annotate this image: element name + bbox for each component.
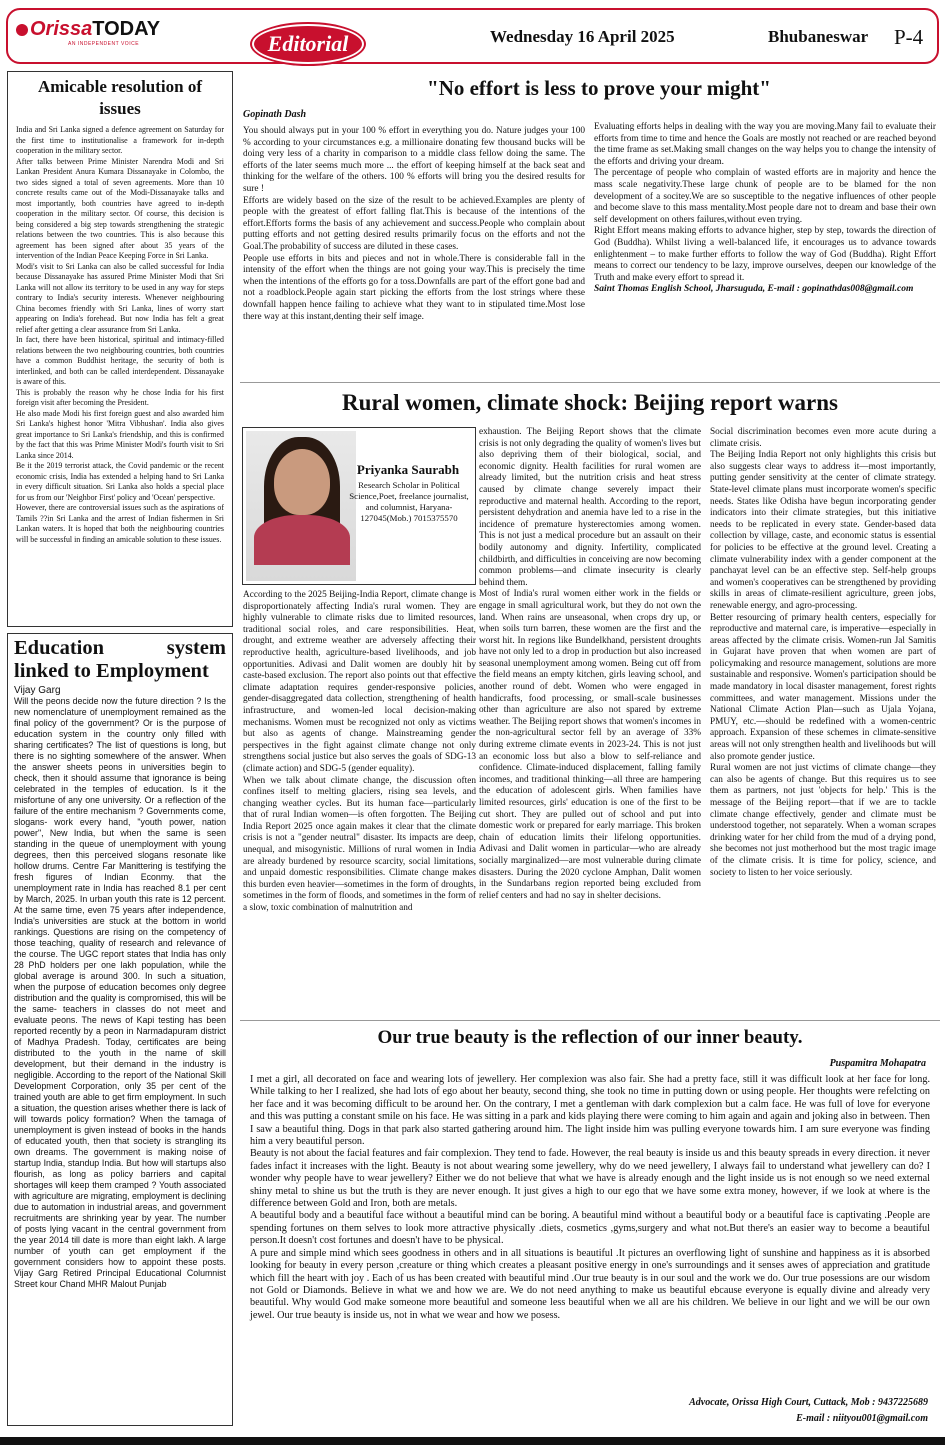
article-byline: Gopinath Dash	[243, 109, 307, 120]
article-title: Rural women, climate shock: Beijing report warns	[342, 390, 838, 415]
article-email: E-mail : niityou001@gmail.com	[796, 1413, 928, 1424]
article-title: Our true beauty is the reflection of our inner beauty.	[377, 1027, 803, 1048]
paragraph: Rural women are not just victims of climate change—they can also be agents of change. But this requires us to see them as partners, not just 'objects for help.' This is the message of the Beijing report—that if we are to tackle climate change effectively, gender and climate must be understood together, not separately. When a woman scrapes drinking water for her child from the mud of a drying pond, she becomes not just motherhood but the most tragic image of the climate crisis. It is time for policy, science, and society to listen to her voice seriously.	[710, 763, 936, 878]
divider	[240, 382, 940, 383]
paragraph: However, there are controversial issues such as the aspirations of Tamils ??in Sri Lanka and the arrest of Indian fishermen in Sri Lankan waters. It is hoped that both the neighbouring countries will be successful in finding an amicable solution to these issues.	[16, 503, 224, 544]
author-name: Priyanka Saurabh	[356, 462, 460, 477]
article-column	[243, 126, 585, 376]
author-photo-face	[274, 449, 330, 515]
article-body	[16, 125, 224, 545]
paragraph: Be it the 2019 terrorist attack, the Covid pandemic or the recent economic crisis, India has extended a helping hand to Sri Lanka in every difficult situation. Sri Lanka also holds a special place for us from our 'Neighbor First' policy and 'Ocean' perspective.	[16, 461, 224, 502]
paragraph: India and Sri Lanka signed a defence agreement on Saturday for the first time to institutionalise a framework for in-depth cooperation in the military sector.	[16, 125, 224, 155]
paragraph: A pure and simple mind which sees goodness in others and in all situations is beautiful .It pictures an overflowing light of sunshine and happiness as it is absorbed looking for beauty in every person ,creature or thing which creates a pleasant positive energy in one's surroundings and it senses awes of appreciation and gratitude which fill the heart with joy . Each of us has been created with beautiful mind .Our true beauty is in our soul and the work we do. Our true posessions are our wisdom not Gold or Diamonds. Believe in what we and how we are. We do not need anything to make us beautiful ebcause everyone is equally divine and already very beautiful. Why would God make someone more beautiful and someone less beautiful when we all are his children. We believe in our light and we will be our own jewel. Our true beauty is inside us, not in what we wear and how we posess.	[250, 1247, 930, 1321]
divider	[240, 1020, 940, 1021]
article-education-system	[7, 633, 233, 1426]
article-byline: Vijay Garg	[14, 685, 61, 696]
author-bio: Research Scholar in Political Science,Poet, freelance journalist, and columnist, Haryana-127045(Mob.) 7015375570	[349, 480, 469, 523]
article-title: "No effort is less to prove your might"	[427, 76, 771, 100]
article-column	[479, 427, 701, 1015]
paragraph: Most of India's rural women either work in the fields or engage in small agricultural work, but they do not own the land. When rains are unseasonal, when crops dry up, or when soils turn barren, these women are the first and the worst hit. In regions like Bundelkhand, persistent droughts have not only led to a drop in production but also increased seasonal unemployment among women. Being cut off from the field means an empty kitchen, girls leaving school, and another round of debt. Women who were engaged in handicrafts, food processing, or small-scale businesses other than agriculture are also not spared by extreme weather. The Beijing report shows that women's incomes in the non-agricultural sector fell by an average of 33% during extreme climate events in 2023-24. This is not just an economic loss but also a blow to self-reliance and confidence. Climate-induced displacement, falling family incomes, and traditional thinking—all three are hampering the education of adolescent girls. When families have limited resources, girls' education is one of the first to be cut short. They are pulled out of school and put into domestic work or prepared for early marriage. This broken chain of education limits their lifelong opportunities. Adivasi and Dalit women in particular—who are already socially marginalized—are most vulnerable during climate disasters. During the 2020 cyclone Amphan, Dalit women in the Sundarbans region reported being excluded from relief centers and had no say in shelter decisions.	[479, 589, 701, 901]
paragraph: exhaustion. The Beijing Report shows that the climate crisis is not only degrading the quality of women's lives but also depriving them of their biological, social, and economic dignity. Health facilities for rural women are already limited, but the nutrition crisis and heat stress caused by climate change severely impact their reproductive and maternal health. According to the report, persistent dehydration and anemia have led to a rise in the incidence of premature hysterectomies among women. This is not just a medical procedure but an assault on their bodily autonomy and dignity. Infertility, complicated childbirth, and difficulties in conceiving are now becoming common problems—and climate insecurity is clearly behind them.	[479, 427, 701, 588]
author-box	[242, 427, 476, 585]
article-body	[250, 1074, 930, 1394]
paragraph: The Beijing India Report not only highlights this crisis but also suggests clear ways to address it—most importantly, putting gender sensitivity at the center of climate strategy. State-level climate plans must incorporate women's specific needs. States like Odisha have begun incorporating gender indicators into their climate strategies, but this initiative needs to be replicated in every state. Gender-based data collection by village, caste, and economic status is essential for policies to be effective at the ground level. Creating a climate vulnerability index with a gender component at the panchayat level can be an effective step. Self-help groups and women's cooperatives can be strengthened by providing skills in areas of climate-resilient agriculture, green jobs, renewable energy, and agro-processing.	[710, 450, 936, 611]
paragraph: People use efforts in bits and pieces and not in whole.There is considerable fall in the intensity of the effort when the things are not going your way.This is precisely the time when the intentions of the efforts go for a toss.Downfalls are part of the effort gone bad and not a roadblock.People again start picking the efforts from the lost strings where these downfall happen hence failing to achieve what they want to in stipulated time.Most lose there way at this instant,denting their self image.	[243, 253, 585, 322]
article-column	[243, 590, 476, 1016]
paragraph: The percentage of people who complain of wasted efforts are in majority and hence the mass scale negativity.These large chunk of people are to be blamed for the non development of a socitey.We are so susceptible to the negative influences of other people and become slave to this mass mentality.Most people dare not to dream and base their own self development on others failures,without even trying.	[594, 168, 936, 225]
paragraph: In fact, there have been historical, spiritual and intimacy-filled relations between the two neighbouring countries, both countries have a common Buddhist heritage, the security of both is interlinked, and both can be called interdependent. Dissanayake is aware of this.	[16, 335, 224, 386]
paragraph: Social discrimination becomes even more acute during a climate crisis.	[710, 427, 936, 449]
paragraph: This is probably the reason why he chose India for his first foreign visit after becoming the President.	[16, 387, 224, 407]
article-column	[710, 427, 936, 1015]
paragraph: Modi's visit to Sri Lanka can also be called successful for India because Dissanayake has assured Prime Minister Modi that Sri Lanka will not allow its territory to be used in any way for steps contrary to India's security interests. Whenever neighbouring China becomes friendly with Sri Lanka, lines of worry start appearing on India's forehead. But now India has felt a great relief after getting a clear assurance from Sri Lanka.	[16, 261, 224, 334]
author-photo	[246, 431, 356, 581]
paragraph: When we talk about climate change, the discussion often confines itself to melting glaciers, rising sea levels, and changing weather cycles. But its human face—particularly that of rural Indian women—is often forgotten. The Beijing India Report 2025 once again makes it clear that the climate crisis is not a "gender neutral" disaster. Its impacts are deep, unequal, and misogynistic. Millions of rural women in India are already burdened by resource scarcity, social limitations, and unpaid domestic responsibilities. Climate change makes this burden even heavier—sometimes in the form of droughts, sometimes in the form of floods, and sometimes in the form of a slow, toxic combination of malnutrition and	[243, 775, 476, 914]
article-signoff: Advocate, Orissa High Court, Cuttack, Mob : 9437225689	[689, 1397, 928, 1408]
issue-date: Wednesday 16 April 2025	[490, 27, 675, 46]
paragraph: Evaluating efforts helps in dealing with the way you are moving.Many fail to evaluate their efforts from time to time and hence the Goals are mostly not reached or are reached beyond the time frame as set.Making small changes on the way helps you to change the intensity of the efforts and driving your dream.	[594, 122, 936, 167]
article-body: Will the peons decide now the future direction ? Is the new nomenclature of unemployment remained as the final policy of the government? Or is the purpose of education system in the country only filled with sharing certificates? The list of questions is long, but there is no sighting somewhere of the answer. When the answer sheets peons in universities begin to check, then it should assume that ignorance is being celebrated in the temples of education. Is it the misfortune of any one university. Or a reflection of the failure of the entire mechanism ? Governments come, slogans- work every hand, "youth power, nation power", New India, but when the same is seen standing in the queue of unemployment with young degrees, then this perceived slogans resonate like hollow drums. Centre Far Manittering is testifying the fresh figures of Indian Econmy. that the unemployment rate in India has reached 8.1 per cent by March, 2025. In urban youth this rate is 12 percent. At the same time, even 75 years after independence, India's universities are stuck at the bottom in world rankings. Questions are rising on the competency of those teaching, quality of research and relevance of the course. The UGC report states that India has only 28 PhD holders per one lakh population, while the global average is around 300. In such a situation, when the purpose of education becomes only degree distribution and the quality is compromised, this will be the same- teachers in classes do not meet and evaluate peons. The news of Kapi testing has been reported recently by a peon in Narmadapuram district of Madhya Pradesh. Today, certificates are being distributed to the youth in the name of skill development, but their demand in the industry is negligible. According to the report of the National Skill Development Corporation, only 35 per cent of the trained youth are able to get firm employment. In such a situation, the question arises whether there is lack of will towards policy formation? When the tamaga of unemployment is given instead of books in the hands of educated youth, then that society is strangling its own dreams. The government is making noise of startup India, standup India. But how will startups also flourish, as long as policy barriers and capital shortages will keep them cramped ? Youth associated with agriculture are migrating, employment is declining due to automation in industrial areas, and government recruitments are shrinking year by year. The number of posts lying vacant in the central government from the year 2014 till date is more than eight lakh. A large number of youth can get employment if the government considers how to appoint these posts. Vijay Garg Retired Principal Educational Columnist Street kour Chand MHR Malout Punjab	[14, 696, 226, 1289]
article-byline: Puspamitra Mohapatra	[829, 1058, 926, 1069]
author-photo-body	[254, 515, 350, 565]
footer-bar	[0, 1437, 945, 1445]
edition-city: Bhubaneswar	[768, 27, 869, 46]
article-column	[594, 122, 936, 372]
masthead	[6, 8, 939, 64]
paragraph: Right Effort means making efforts to advance higher, step by step, towards the direction of God (Buddha). Whilst living a well-balanced life, it encourages us to advance towards enlightenment – to make further efforts to follow the way of God (Buddha). Right Effort means to correct our tendency to be lazy, improve ourselves, deepen our knowledge of the Truth and make every effort to spread it.	[594, 226, 936, 283]
logo-tagline: AN INDEPENDENT VOICE	[68, 41, 140, 47]
paragraph: He also made Modi his first foreign guest and also awarded him Sri Lanka's highest honor 'Mitra Vibhushan'. India also gives great importance to Sri Lanka's friendship, and this is confirmed by the fact that this was Prime Minister Modi's fourth visit to Sri Lanka since 2014.	[16, 408, 224, 460]
article-signoff: Saint Thomas English School, Jharsuguda, E-mail : gopinathdas008@gmail.com	[594, 284, 914, 295]
logo: OrissaTODAY	[16, 18, 160, 41]
paragraph: Efforts are widely based on the size of the result to be achieved.Examples are plenty of people with the greatest of effort falling flat.This is because of the intentions of the effort.Efforts forms the basis of any achievement and success.People who complain about putting efforts and not getting desired results primarily focus on the efforts and not the Goal.The probability of success are diluted in these cases.	[243, 195, 585, 252]
paragraph: Better resourcing of primary health centers, especially for reproductive and maternal care, is imperative—especially in areas affected by the climate crisis. Women-run Jal Samitis in Gujarat have proven that when women are part of policymaking and resource management, solutions are more sustainable and responsive. Women's participation should be made mandatory in local disaster management, forest rights committees, and water management. Missions under the National Climate Action Plan—such as Ujala Yojana, PMUY, etc.—should be redefined with a women-centric approach. Expansion of these schemes in climate-sensitive areas will not only strengthen health and livelihoods but will also promote gender justice.	[710, 612, 936, 762]
section-badge: Editorial	[252, 24, 364, 64]
paragraph: A beautiful body and a beautiful face without a beautiful mind can be boring. A beautiful mind without a beautiful body or a beautiful face is captivating .People are spending fortunes on them selves to look more attractive physically .diets, cosmetics ,gyms,surgery and what not.But there's an easier way to become a beautiful person.It doesn't cost fortunes and doesn't have to be physical.	[250, 1210, 930, 1247]
paragraph: After talks between Prime Minister Narendra Modi and Sri Lankan President Anura Kumara Dissanayake in Colombo, the two sides signed a total of seven agreements. More than 10 concrete results came out of the Modi-Dissanayake talks and most importantly, both countries have agreed to in-depth cooperation in the military sector. Of course, this decision is being considered a big step towards strengthening the strategic relations between the two countries. This is also because this agreement has been signed after about 35 years of the intervention of the Indian Peace Keeping Force in Sri Lanka.	[16, 156, 224, 260]
logo-ball-icon	[16, 24, 28, 36]
article-title: Education system linked to Employment	[14, 637, 226, 682]
paragraph: Beauty is not about the facial features and fair complexion. They tend to fade. However, the real beauty is inside us and this beauty spreads in every direction. it never fades infact it increases with the light. Beauty is not about wearing some jewellery, why do we need jewellery, I always fail to understand what jewellery can do? I wonder why people have to wear jewellery? Either we do not believe that what we have is already enough and the light inside us is not enough so we need external shiny metal to shine us but the truth is they are never enough. It just gives a high to our ego that we have some extra money, however, if we look at where is the difference between Gold and Iron, both are metals.	[250, 1148, 930, 1210]
paragraph: I met a girl, all decorated on face and wearing lots of jewellery. Her complexion was also fair. She had a pretty face, still it was difficult look at her face for long. While talking to her I realized, she had lots of ego about her beauty, second thing, she took no time in putting down or using people. Her thoughts were refelcting on her face and it was becoming difficult to be around her. On the contrary, I met a gentleman with dark complexion but a calm face. He was full of love for everyone and this was putting a constant smile on his face. He was sitting in a park and kids playing there were coming to him again and again and joking also in between. Then I saw a beautiful thing. Dogs in that park also started gathering around him. The light inside him was pulling everyone towards him. I am sure everyone was finding him a very beautiful person.	[250, 1074, 930, 1148]
paragraph: You should always put in your 100 % effort in everything you do. Nature judges your 100 % according to your circumstances e.g. a millionaire donating few thousand bucks will be doing very less of a charity in comparison to a middle class fellow doing the same. The efforts of the later seems much more ... the effort of keeping himself at the back seat and thinking for the welfare of the others. 100 % efforts will bring you the desired results for sure !	[243, 126, 585, 194]
article-amicable-resolution	[7, 71, 233, 627]
page-number: P-4	[894, 25, 924, 49]
paragraph: According to the 2025 Beijing-India Report, climate change is disproportionately affecting India's rural women. They are highly vulnerable to climate risks due to limited resources, traditional social roles, and care responsibilities. Heat, drought, and extreme weather are adversely affecting their reproductive health, agriculture-based livelihoods, and job opportunities. Adivasi and Dalit women are doubly hit by caste-based exclusion. The report also points out that effective climate adaptation requires gender-responsive policies, gender-disaggregated data collection, strengthening of health infrastructure, and women-led local decision-making mechanisms. Women must be recognized not only as victims but also as agents of change. Mainstreaming gender perspectives in the fight against climate change not only strengthens social justice but also serves the goals of SDG-13 (climate action) and SDG-5 (gender equality).	[243, 590, 476, 774]
article-title: Amicable resolution of issues	[37, 77, 202, 118]
